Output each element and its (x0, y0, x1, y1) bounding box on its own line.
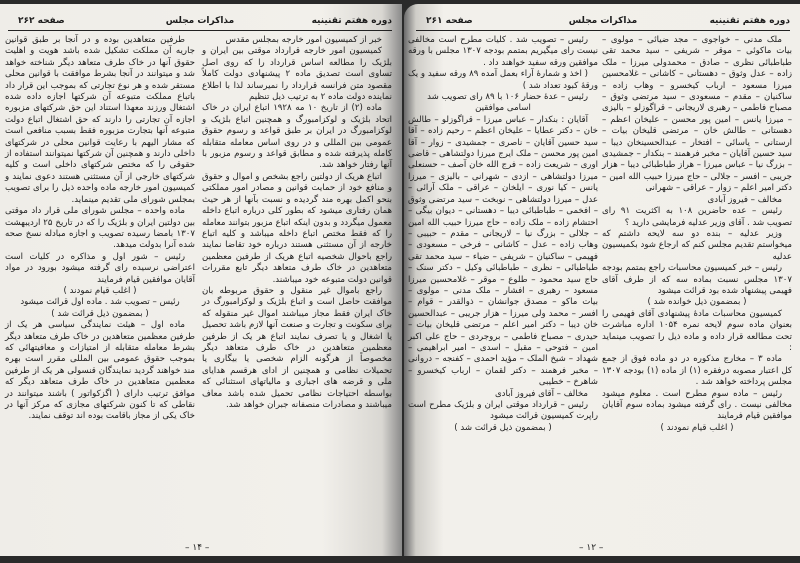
paragraph: رئیس – شور اول و مذاکره در کلیات است اعتراضی نرسیده رای گرفته میشود بورود در مواد آقایان موافقین قیام فرمایند (5, 251, 195, 285)
page-number: صفحه ۲۶۲ (18, 16, 65, 26)
paragraph: اتباع هریک از دولتین راجع بشخص و اموال و حقوق و منافع خود از حمایت قوانین و مصادر امور مملکتی بنحو اکمل بهره مند گردیده و نسبت بآنها از هر حیث همان رفتاری میشود که بطور کلی درباره اتباع داخله معمول میگردد و بدون اینکه اتباع مزبور بتوانند معامله را که فقط مختص اتباع داخله میباشد و کلیه اتباع خارجه از آن مستثنی هستند درباره خود تقاضا نمایند راجع باحوال شخصیه اتباع هریک از طرفین معظمین متعاهدین در خاک طرف متعاهد دیگر تابع مقررات قوانین دولت متبوعه خود میباشند. (202, 171, 392, 285)
centered-note: ( اغلب قیام نمودند ) (63, 285, 137, 296)
paragraph: ماده (۲) از تاریخ ۱۰ مه ۱۹۲۸ اتباع ایران در خاک اتحاد بلژیک و لوکزامبورگ و همچنین اتباع بلژیک و لوکزامبورگ در ایران بر طبق قواعد و رسوم حقوق عمومی بین المللی و در روی اساس معامله متقابله کامله پذیرفته شده و مطابق قواعد و رسوم مزبور با آنها رفتار خواهد شد. (202, 103, 392, 171)
paragraph: طرفین متعاهدین بوده و در آنجا بر طبق قوانین جاریه آن مملکت تشکیل شده باشد هویت و اهلیت حقوق آنها در خاک طرف متعاهد دیگر شناخته خواهد شد و میتوانند در آنجا بشرط موافقت با قوانین محلی مستقر شده و هر نوع تجارتی که بموجب این قرار داد باتباع مملکت متبوعه آن شرکتها اجازه داده شده اشتغال ورزند معهذا استناد این حق شرکتهای مزبوره اجازه آن تجارتی را دارند که حق اشتغال اتباع دولت متبوعه آنها بتجارت مزبوره فقط بسبب منافعی است که مشار الیهم با رعایت قوانین محلی در شرکتهای داخلی دارند و همچنین آن شرکتها نمیتوانند استفاده از حقوقی را که مختص شرکتهای داخلی است و کلیه شرکتهای خارجی از آن مستثنی هستند دعوی نمایند و کمیسیون امور خارجه ماده واحده ذیل را برای تصویب بمجلس شورای ملی تقدیم مینماید. (5, 35, 195, 205)
text-column-right (202, 35, 392, 411)
text-column-left (408, 35, 598, 434)
text-column-left (5, 35, 195, 423)
page-header (416, 16, 790, 31)
text-column-right (602, 35, 792, 434)
paragraph: مخالف – آقای فیروز آبادی (494, 388, 588, 399)
paragraph: رئیس – ماده سوم مطرح است . معلوم میشود مخالفی نیست . رای گرفته میشود بماده سوم آقایان موافقین قیام فرمایند (602, 388, 792, 422)
paragraph: ماده واحده – مجلس شورای ملی قرار داد موقتی بین دولتین ایران و بلژیک را که در تاریخ ۲۵ اردیبهشت ۱۳۰۷ بامضا رسیده تصویب و اجازه مبادله نسخ صحه شده آنرا بدولت میدهد. (5, 206, 195, 251)
page-header (8, 16, 392, 31)
centered-note: ( بمضمون ذیل قرائت شد ) (454, 422, 552, 433)
centered-note: ( بمضمون ذیل خوانده شد ) (647, 297, 747, 308)
running-title: مذاکرات مجلس (165, 16, 235, 26)
paragraph: ( اخذ و شمارهٔ آراء بعمل آمده ۸۹ ورقه سفید و یک ورقهٔ کبود تعداد شد ) (408, 69, 598, 91)
paragraph: مخالف – فیروز آبادی (707, 194, 782, 205)
paragraph: کمیسیون امور خارجه قرارداد موقتی بین ایران و بلژیک را مطالعه اساس قرارداد را که روی اصل تساوی است تصدیق ماده ۲ پیشنهادی دولت کاملاً مقصود متن فرانسه قرارداد را نمیرساند لذا با اطلاع نماینده دولت ماده ۲ به ترتیب ذیل تنظیم (202, 46, 392, 103)
journal-session: دوره هفتم تقنینیه (311, 16, 392, 26)
right-page (404, 4, 800, 556)
paragraph: ماده اول – هیئت نمایندگی سیاسی هر یک از طرفین معظمین متعاهدین در خاک طرف متعاهد دیگر بشرط معامله متقابله از امتیازات و معافیتهائی که بموجب حقوق عمومی بین المللی مقرر است بهره مند خواهند گردید نمایندگان قنسولی هر یک از طرفین معظمین متعاهدین در خاک طرف متعاهد دیگر که موافق ترتیب دارای ( اگزکواتور ) باشند میتوانند در نقاطی که تا کنون شرکتهای مجازی که مرکز آنها در خاک یکی از مجاز باقامت بوده اند توقف نمایند. (5, 320, 195, 422)
paragraph: ماده ۳ – مخارج مذکوره در دو ماده فوق از جمع کل اعتبار مصوبه درفقره (۱) از ماده (۱) بودجه ۱۳۰۷ مجلس پرداخته خواهد شد . (602, 354, 792, 388)
paragraph: ملک مدنی – خواجوی – مجد ضیائی – مولوی – بیات ماکوئی – موقر – شریفی – سید محمد تقی طباطبائی نظری – صادق – محمدولی میرزا – ملک زاده – عدل وثوق – دهستانی – کاشانی – غلامحسین میرزا مسعود – ارباب کیخسرو – وهاب زاده – ساکنیان – مقدم – مسعودی – سید مرتضی وثوق – مصباح فاطمی – رهبری لاریجانی – قراگوزلو – بالیزی – میرزا یانس – امین پور محسن – علیخان اعظم – دهستانی – طالش خان – مرتضی قلیخان بیات – ارستانی – یاسائی – افتخار – عبدالحسینخان دیبا – سید حسین آقایان – مخبر فرهمند – بنکدار – جمشیدی – بزرگ نیا – عباس میرزا – هراز طباطبائی دیبا – هزار جریبی – افسر – جلالی – حاج میرزا حبیب الله امین – دکتر امیر اعلم – زوار – عراقی – شهرانی (602, 35, 792, 194)
paragraph: کمیسیون محاسبات مادهٔ پیشنهادی آقای فهیمی را بعنوان ماده سوم لایحه نمره ۱۰۵۴ اداره مباشرت تحت مطالعه قرار داده و ماده ذیل را تصویب مینماید : (602, 308, 792, 353)
paragraph: وزیر عدلیه – بنده دو سه لایحه داشتم که میخواستم تقدیم مجلس کنم که ارجاع شود بکمیسیون عدلیه (602, 228, 792, 262)
paragraph: رئیس – قرارداد موقتی ایران و بلژیک مطرح است راپرت کمیسیون قرائت میشود (408, 400, 598, 422)
centered-note: رئیس – تصویب شد . ماده اول قرائت میشود (20, 297, 180, 308)
paragraph: رئیس – تصویب شد . کلیات مطرح است مخالفی نیست رای میگیریم بمتمم بودجه ۱۳۰۷ مجلس با ورقه موافقین ورقه سفید خواهند داد . (408, 35, 598, 68)
paragraph: رئیس – خبر کمیسیون محاسبات راجع بمتمم بودجه ۱۳۰۷ مجلس نسبت بماده سه که از طرف آقای فهیمی پیشنهاد شده بود قرائت میشود (602, 263, 792, 296)
left-page (0, 4, 402, 556)
paragraph: رئیس – عدهٔ حضار ۱۰۶ با ۸۹ رای تصویب شد (427, 92, 588, 103)
paragraph: آقایان : بنکدار – عباس میرزا – قراگوزلو – طالش خان – دکتر عطایا – علیخان اعظم – رحیم زاده – آقا سید حسین آقایان – ناصری – جمشیدی – زوار – آقا امین پور محسن – ملک ایرج میرزا دولتشاهی – قاضی اوری – شریعت زاده – فرج الله خان آصف – حسنعلی میرزا دولتشاهی – ازدی – شهرانی – بالیزی – میرزا یانس – کیا نوری – ایلخان – عراقی – ملک آرائی – عدل – میرزا دولتشاهی – نوبخت – سید مرتضی وثوق – افخمی – طباطبائی دیبا – دهستانی – دیوان بیگی – احتشام زاده – ملک زاده – حاج میرزا حبیب الله امین – جلالی – بزرگ نیا – لاریجانی – مقدم – حبیبی – وهاب زاده – عدل – کاشانی – فرخی – مسعودی – فهیمی – ساکنیان – شریفی – ضیاء – سید محمد تقی طباطبائی – نظری – طباطبائی وکیل – دکتر سنک – حاج سید محمود – طلوع – موقر – غلامحسین میرزا مسعود – رهبری – افشار – ملک مدنی – مولوی – بیات ماکو – مصدق جوانشان – ذوالقدر – قوام – افسر – محمد ولی میرزا – هزار جریبی – عبدالحسین خان دیبا – دکتر امیر اعلم – مرتضی قلیخان بیات – حیدری – مصباح فاطمی – بروجردی – حاج علی اکبر امین – فتوحی – مقبل – اسدی – امیر ابراهیمی – شهداد – شیخ الملک – مؤید احمدی – کفنجه – دروانی – مخبر فرهمند – دکتر لقمان – ارباب کیخسرو – شاهرخ – خطیبی (408, 114, 598, 388)
paragraph: راجع باموال غیر منقول و حقوق مربوطه بان موافقت حاصل است و اتباع بلژیک و لوکزامبورگ در خاک ایران فقط مجاز میباشند اموال غیر منقوله که برای سکونت و تجارت و صنعت آنها لازم باشد تحصیل یا اشغال و یا تصرف نمایند اتباع هر یک از طرفین معظمین متعاهدین در خاک طرف متعاهد دیگر مخصوصاً از هرگونه الزام شخصی یا بیگاری یا تحمیلات نظامی و همچنین از ادای هرقسم هدایای ملی و قرضه های اجباری و مالیاتهای استثنائی که بواسطه احتیاجات نظامی تحمیل شده باشد معاف میباشند و مصادرات منصفانه جبران خواهد شد. (202, 285, 392, 410)
paragraph: خبر از کمیسیون امور خارجه بمجلس مقدس (225, 35, 382, 45)
page-number: صفحه ۲۶۱ (426, 16, 473, 26)
centered-note: ( اغلب قیام نمودند ) (660, 422, 734, 433)
centered-note: ( بمضمون ذیل قرائت شد ) (51, 308, 149, 319)
page-footer-number: – ۱۴ – (185, 543, 210, 553)
running-title: مذاکرات مجلس (568, 16, 638, 26)
centered-note: اسامی موافقین (475, 103, 531, 114)
paragraph: رئیس – عده حاضرین ۱۰۸ به اکثریت ۹۱ رای تصویب شد . آقای وزیر عدلیه فرمایشی دارید ؟ (602, 206, 792, 228)
page-footer-number: – ۱۲ – (579, 543, 604, 553)
journal-session: دوره هفتم تقنینیه (709, 16, 790, 26)
